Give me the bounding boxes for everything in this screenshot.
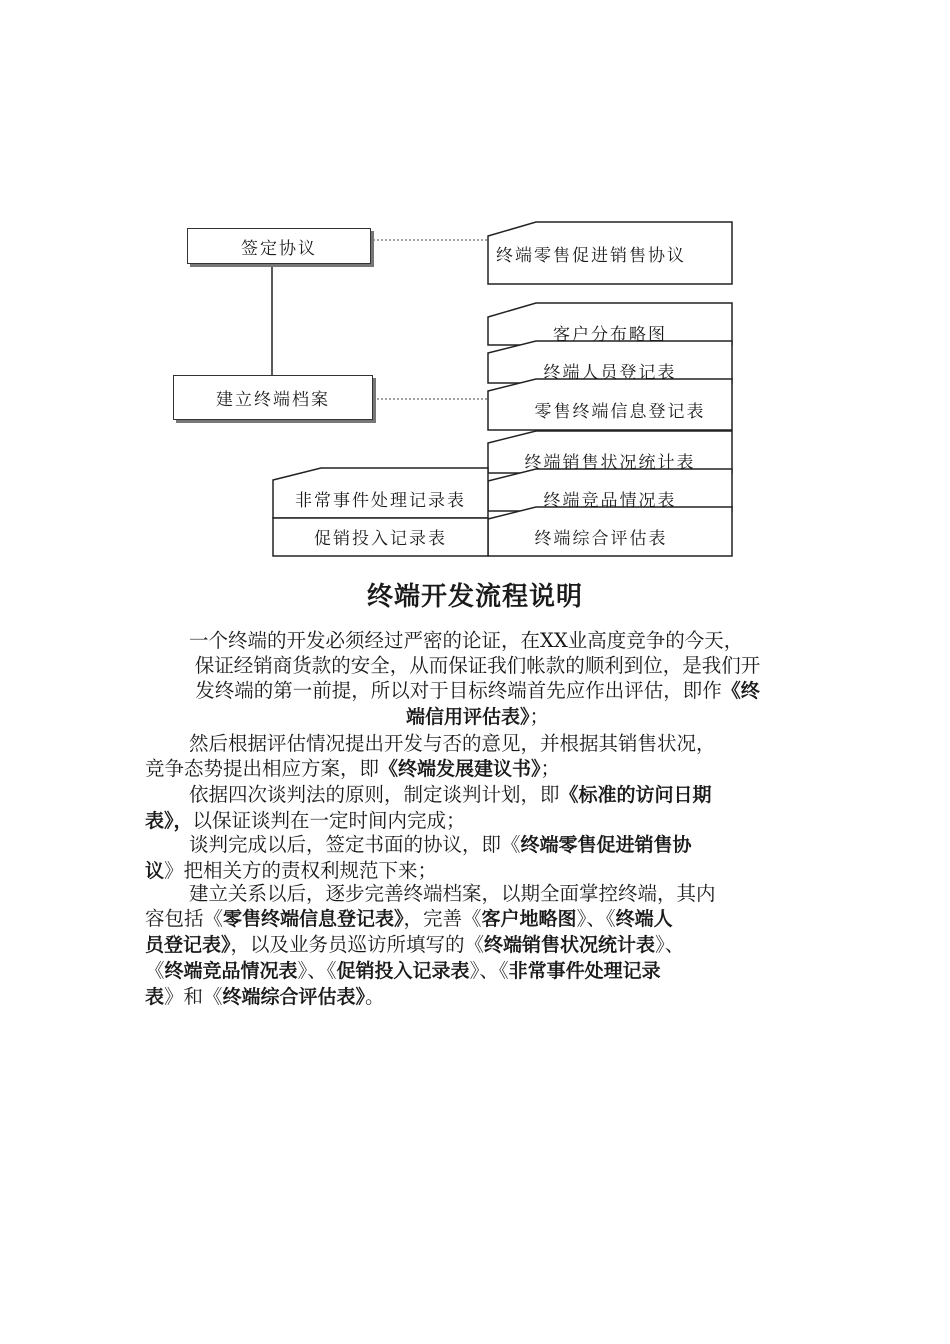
p5-bold-9: 表: [145, 986, 165, 1008]
p1-line-2: 保证经销商货款的安全，从而保证我们帐款的顺利到位，是我们开: [194, 654, 761, 677]
p3-text-1: 依据四次谈判法的原则，制定谈判计划，即: [189, 783, 560, 806]
p5-bold-7: 促销投入记录表: [336, 960, 470, 982]
p5-bold-6: 终端竞品情况表: [164, 960, 298, 982]
p5-text-4: 》、《: [576, 907, 616, 930]
p1-line-3: [145, 678, 810, 704]
p1-text-3: 发终端的第一前提，所以对于目标终端首先应作出评估，即作: [195, 679, 722, 702]
p4-bold-2: 议: [145, 860, 165, 882]
p1-line-4: [145, 704, 810, 730]
sales-status-stats-label: 终端销售状况统计表: [524, 452, 696, 473]
incident-record-label: 非常事件处理记录表: [295, 490, 466, 511]
p5-line-1: 建立关系以后，逐步完善终端档案，以期全面掌控终端，其内: [189, 882, 716, 905]
paragraph-4: [145, 832, 810, 884]
p2-text-2: 竞争态势提出相应方案，即: [145, 757, 380, 780]
p5-text-11: 。: [365, 985, 385, 1008]
p5-text-6: 》、: [655, 933, 685, 956]
page-title: 终端开发流程说明: [366, 582, 583, 612]
p3-line-1: [145, 782, 810, 808]
p5-text-10: 》和《: [164, 985, 223, 1008]
p4-line-1: [145, 832, 810, 858]
staff-register-label: 终端人员登记表: [543, 362, 677, 383]
paragraph-1: [145, 628, 810, 730]
p5-text-2: 容包括《: [145, 907, 224, 930]
competitor-status-label: 终端竞品情况表: [543, 490, 677, 511]
sign-agreement-box: [187, 228, 371, 264]
flow-diagram: [0, 0, 950, 580]
overall-assessment-label: 终端综合评估表: [534, 528, 668, 549]
retail-info-register-label: 零售终端信息登记表: [534, 401, 706, 422]
p5-text-5: ，以及业务员巡访所填写的《: [230, 933, 485, 956]
p4-text-1: 谈判完成以后，签定书面的协议，即《: [189, 833, 521, 856]
retail-agreement-label: 终端零售促进销售协议: [496, 245, 686, 266]
p3-line-2: [145, 808, 810, 834]
p1-line-1: 一个终端的开发必须经过严密的论证，在XX业高度竞争的今天，: [189, 629, 744, 652]
p5-bold-8: 非常事件处理记录: [508, 960, 661, 982]
p3-bold-2: 表》，: [145, 810, 193, 832]
p5-bold-1: 零售终端信息登记表》: [223, 908, 404, 930]
p5-line-4: [145, 958, 810, 984]
paragraph-5: [145, 881, 810, 1010]
p2-line-1: 然后根据评估情况提出开发与否的意见，并根据其销售状况，: [189, 732, 716, 755]
p5-bold-2: 客户地略图: [481, 908, 577, 930]
customer-map-label: 客户分布略图: [553, 324, 667, 345]
p5-bold-3: 终端人: [615, 908, 673, 930]
paragraph-3: [145, 782, 810, 834]
paragraph-2: [145, 731, 810, 782]
build-archive-label: 建立终端档案: [216, 390, 330, 410]
p5-text-8: 》、《: [297, 959, 337, 982]
p5-text-3: ，完善《: [403, 907, 482, 930]
p1-bold-2: 端信用评估表》: [405, 706, 530, 728]
p3-text-2: 以保证谈判在一定时间内完成；: [192, 809, 466, 832]
p3-bold-1: 《标准的访问日期: [559, 784, 712, 806]
p4-bold-1: 终端零售促进销售协: [520, 834, 692, 856]
build-archive-box: [173, 375, 373, 420]
p2-line-2: [145, 756, 810, 782]
p5-text-7: 《: [145, 959, 165, 982]
promo-input-record-label: 促销投入记录表: [314, 528, 447, 549]
p1-bold-1: 《终: [721, 680, 760, 702]
p5-line-5: [145, 984, 810, 1010]
p5-line-2: [145, 906, 810, 932]
sign-agreement-label: 签定协议: [241, 238, 317, 259]
p1-text-4: ；: [529, 705, 550, 728]
p4-text-2: 》把相关方的责权利规范下来；: [164, 859, 438, 882]
p5-bold-5: 终端销售状况统计表: [484, 934, 656, 956]
p5-bold-4: 员登记表》: [145, 934, 231, 956]
p5-text-9: 》、《: [469, 959, 509, 982]
p2-bold-1: 《终端发展建议书》: [379, 758, 541, 780]
p2-text-3: ；: [540, 757, 561, 780]
p5-bold-10: 终端综合评估表》: [222, 986, 366, 1008]
p5-line-3: [145, 932, 810, 958]
